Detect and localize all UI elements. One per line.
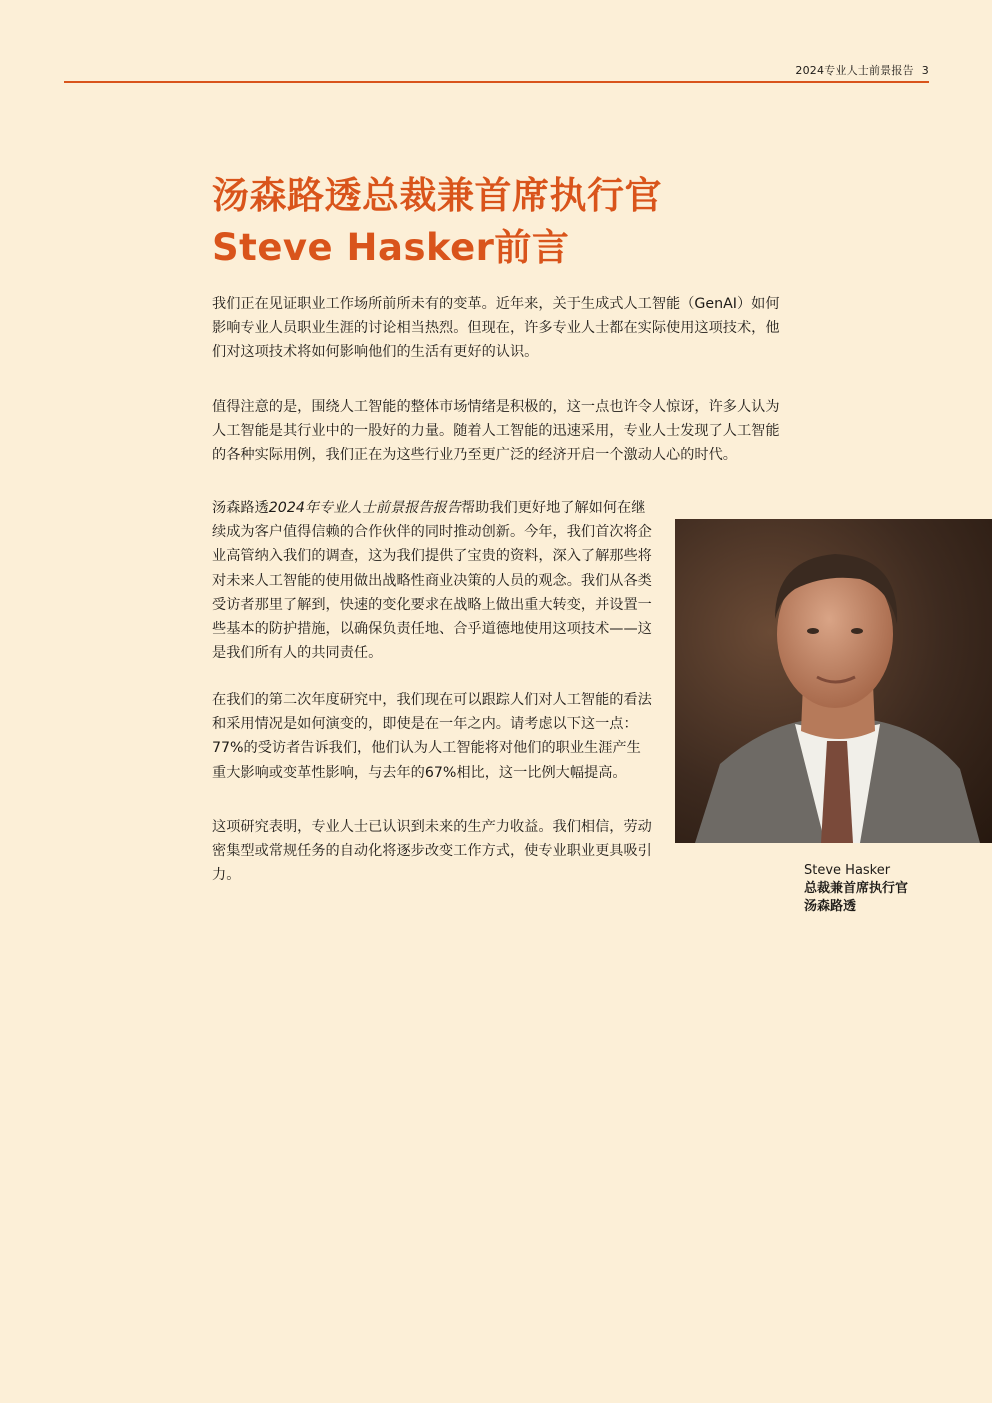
portrait-photo bbox=[675, 519, 992, 843]
paragraph-intro: 我们正在见证职业工作场所前所未有的变革。近年来，关于生成式人工智能（GenAI）如何影响专业人员职业生涯的讨论相当热烈。但现在，许多专业人士都在实际使用这项技术，他们对这项技术将如何影响他们的生活有更好的认识。 bbox=[212, 296, 780, 361]
title-line-2: Steve Hasker前言 bbox=[212, 226, 570, 269]
caption-name: Steve Hasker bbox=[804, 863, 891, 878]
portrait-illustration bbox=[675, 519, 992, 843]
page-number: 3 bbox=[921, 64, 929, 77]
header-divider bbox=[64, 81, 929, 83]
report-name: 2024年专业人士前景报告报告 bbox=[268, 500, 461, 516]
photo-caption bbox=[804, 862, 908, 916]
paragraph-productivity: 这项研究表明，专业人士已认识到未来的生产力收益。我们相信，劳动密集型或常规任务的自动化将逐步改变工作方式，使专业职业更具吸引力。 bbox=[212, 819, 652, 884]
title-line-1: 汤森路透总裁兼首席执行官 bbox=[212, 174, 662, 217]
caption-role: 总裁兼首席执行官 bbox=[804, 881, 909, 896]
paragraph-report-body: 帮助我们更好地了解如何在继续成为客户值得信赖的合作伙伴的同时推动创新。今年，我们首次将企业高管纳入我们的调查，这为我们提供了宝贵的资料，深入了解那些将对未来人工智能的使用做出战略性商业决策的人员的观念。我们从各类受访者那里了解到，快速的变化要求在战略上做出重大转变，并设置一些基本的防护措施，以确保负责任地、合乎道德地使用这项技术——这是我们所有人的共同责任。 bbox=[212, 500, 652, 662]
paragraph-sentiment: 值得注意的是，围绕人工智能的整体市场情绪是积极的，这一点也许令人惊讶，许多人认为人工智能是其行业中的一股好的力量。随着人工智能的迅速采用，专业人士发现了人工智能的各种实际用例，我们正在为这些行业乃至更广泛的经济开启一个激动人心的时代。 bbox=[212, 399, 780, 464]
paragraph-research: 在我们的第二次年度研究中，我们现在可以跟踪人们对人工智能的看法和采用情况是如何演变的，即使是在一年之内。请考虑以下这一点：77%的受访者告诉我们，他们认为人工智能将对他们的职业生涯产生重大影响或变革性影响，与去年的67%相比，这一比例大幅提高。 bbox=[212, 692, 652, 781]
page-title bbox=[212, 170, 832, 274]
paragraph-report bbox=[212, 496, 652, 665]
running-header bbox=[795, 62, 929, 78]
report-title: 2024专业人士前景报告 bbox=[795, 64, 914, 77]
paragraph-report-prefix: 汤森路透 bbox=[212, 500, 269, 516]
caption-company: 汤森路透 bbox=[804, 899, 857, 914]
